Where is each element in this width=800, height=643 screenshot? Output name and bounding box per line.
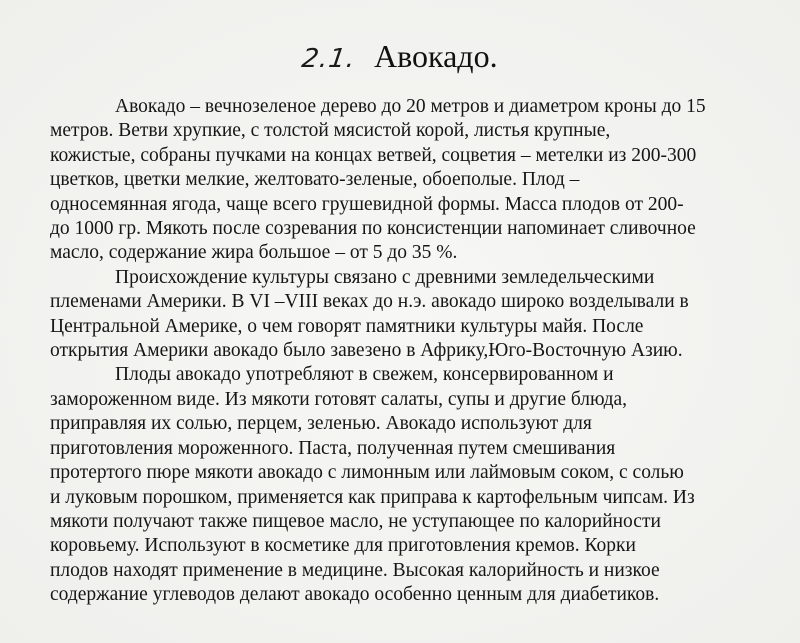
paragraph-1-line: до 1000 гр. Мякоть после созревания по консистенции напоминает сливочное	[50, 218, 696, 240]
paragraph-1-line: метров. Ветви хрупкие, с толстой мясистой корой, листья крупные,	[50, 120, 611, 142]
paragraph-3-line: замороженном виде. Из мякоти готовят салаты, супы и другие блюда,	[50, 388, 628, 410]
section-heading	[0, 38, 800, 75]
paragraph-1-line: цветков, цветки мелкие, желтовато-зеленые, обоеполые. Плод –	[50, 169, 580, 191]
paragraph-1-line: масло, содержание жира большое – от 5 до 35 %.	[50, 242, 458, 264]
section-number: 2.1.	[300, 44, 359, 74]
paragraph-1-line: кожистые, собраны пучками на концах ветвей, соцветия – метелки из 200-300	[50, 144, 697, 166]
paragraph-2-line: племенами Америки. В VI –VIII веках до н.э. авокадо широко возделывали в	[50, 291, 689, 313]
paragraph-3-line: приготовления мороженного. Паста, полученная путем смешивания	[50, 437, 616, 459]
paragraph-3-line: мякоти получают также пищевое масло, не уступающее по калорийности	[50, 510, 661, 532]
paragraph-2-line: Центральной Америке, о чем говорят памятники культуры майя. После	[50, 315, 644, 337]
paragraph-3-line: коровьему. Используют в косметике для приготовления кремов. Корки	[50, 535, 636, 557]
paragraph-3-line: приправляя их солью, перцем, зеленью. Авокадо используют для	[50, 413, 592, 435]
paragraph-3-line: плодов находят применение в медицине. Высокая калорийность и низкое	[50, 559, 660, 581]
paragraph-3-line: и луковым порошком, применяется как приправа к картофельным чипсам. Из	[50, 486, 695, 508]
paragraph-1-line: односемянная ягода, чаще всего грушевидной формы. Масса плодов от 200-	[50, 193, 684, 215]
paragraph-1-line: Авокадо – вечнозеленое дерево до 20 метров и диаметром кроны до 15	[115, 96, 706, 117]
paragraph-2-line: открытия Америки авокадо было завезено в Африку,Юго-Восточную Азию.	[50, 340, 683, 362]
paragraph-3-line: содержание углеводов делают авокадо особенно ценным для диабетиков.	[50, 584, 660, 606]
section-title: Авокадо.	[374, 38, 498, 74]
paragraph-2-line: Происхождение культуры связано с древними земледельческими	[115, 266, 655, 288]
body-text	[50, 95, 770, 608]
paragraph-3-line: Плоды авокадо употребляют в свежем, консервированном и	[115, 364, 614, 386]
paragraph-3-line: протертого пюре мякоти авокадо с лимонным или лаймовым соком, с солью	[50, 462, 684, 484]
